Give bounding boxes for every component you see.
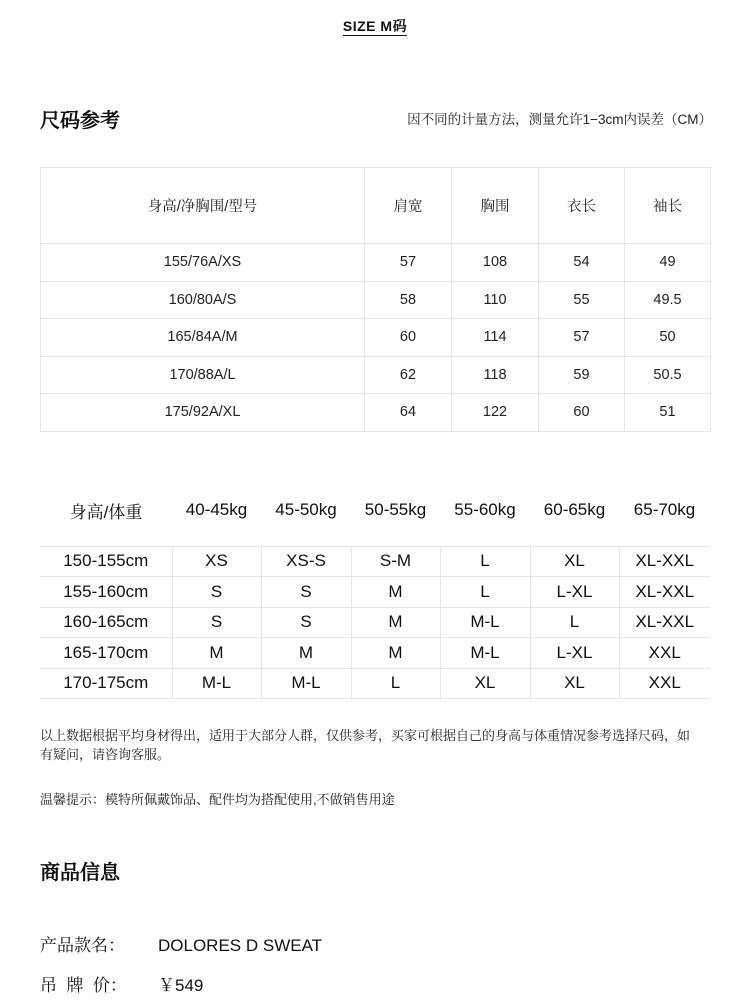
table-row [40, 546, 710, 577]
header-cell: 50-55kg [364, 500, 427, 519]
table-cell: L-XL [530, 638, 619, 669]
table-cell: 55 [539, 281, 625, 319]
header-cell: 身高/体重 [69, 502, 143, 522]
table-cell: 62 [365, 356, 452, 394]
table-cell: XL-XXL [619, 577, 710, 608]
table-cell: M [172, 638, 261, 669]
table-cell: 175/92A/XL [41, 394, 365, 432]
price-label: 吊 牌 价： [40, 976, 127, 995]
table-cell: 170/88A/L [41, 356, 365, 394]
table-cell: L [530, 607, 619, 638]
table-row [41, 281, 711, 319]
table-cell: 60 [539, 394, 625, 432]
header-cell: 45-50kg [275, 500, 337, 519]
table-cell: 49 [625, 244, 711, 282]
table-row [41, 319, 711, 357]
table-cell: 150-155cm [40, 546, 172, 577]
table-cell: XXL [619, 668, 710, 699]
table-row [40, 577, 710, 608]
header-cell: 袖长 [625, 168, 711, 244]
table-cell: XL [530, 668, 619, 699]
size-label-text: SIZE M码 [342, 18, 408, 34]
table-cell: XL [440, 668, 530, 699]
header-cell: 55-60kg [454, 500, 516, 519]
table-cell: 60 [365, 319, 452, 357]
product-info-title: 商品信息 [40, 862, 120, 884]
table-cell: 170-175cm [40, 668, 172, 699]
table-cell: 51 [625, 394, 711, 432]
table-cell: S [261, 607, 351, 638]
product-style-row [40, 931, 322, 956]
height-weight-table [40, 488, 710, 699]
table-cell: 114 [452, 319, 539, 357]
table-cell: 108 [452, 244, 539, 282]
style-value: DOLORES D SWEAT [158, 936, 323, 955]
table-cell: M [351, 577, 440, 608]
table-cell: S-M [351, 546, 440, 577]
header-cell: 40-45kg [185, 500, 248, 519]
table-cell: S [172, 577, 261, 608]
price-value: ￥549 [158, 976, 204, 995]
table-cell: XXL [619, 638, 710, 669]
table-cell: 160-165cm [40, 607, 172, 638]
table-cell: L [440, 577, 530, 608]
table-cell: 64 [365, 394, 452, 432]
table-row [41, 356, 711, 394]
table-cell: XS [172, 546, 261, 577]
table-cell: 110 [452, 281, 539, 319]
size-reference-title: 尺码参考 [40, 110, 120, 132]
table-cell: 54 [539, 244, 625, 282]
data-disclaimer: 以上数据根据平均身材得出，适用于大部分人群，仅供参考，买家可根据自己的身高与体重情况参考选择尺码，如有疑问，请咨询客服。 [40, 728, 691, 762]
table-cell: XL-XXL [619, 607, 710, 638]
table-cell: 50 [625, 319, 711, 357]
table-cell: 122 [452, 394, 539, 432]
table-cell: S [261, 577, 351, 608]
table-cell: M [351, 607, 440, 638]
spacer-row [40, 532, 710, 546]
table-cell: 155-160cm [40, 577, 172, 608]
table-header-row [41, 168, 711, 244]
table-cell: M-L [440, 607, 530, 638]
table-cell: 160/80A/S [41, 281, 365, 319]
table-cell: 165-170cm [40, 638, 172, 669]
table-cell: M [261, 638, 351, 669]
table-cell: 57 [365, 244, 452, 282]
table-cell: 58 [365, 281, 452, 319]
table-cell: XL [530, 546, 619, 577]
table-row [40, 638, 710, 669]
table-row [41, 394, 711, 432]
table-cell: 57 [539, 319, 625, 357]
table-cell: 59 [539, 356, 625, 394]
table-cell: 118 [452, 356, 539, 394]
header-cell: 肩宽 [365, 168, 452, 244]
table-cell: L [351, 668, 440, 699]
header-cell: 60-65kg [543, 500, 606, 519]
table-cell: XS-S [261, 546, 351, 577]
table-cell: M-L [440, 638, 530, 669]
size-label [0, 16, 750, 36]
table-row [40, 607, 710, 638]
table-cell: XL-XXL [619, 546, 710, 577]
size-reference-table [40, 167, 711, 432]
header-cell: 65-70kg [633, 500, 696, 519]
table-cell: M [351, 638, 440, 669]
header-cell: 身高/净胸围/型号 [41, 168, 365, 244]
table-cell: L-XL [530, 577, 619, 608]
table-cell: L [440, 546, 530, 577]
table-row [41, 244, 711, 282]
table-row [40, 668, 710, 699]
style-label: 产品款名： [40, 936, 125, 955]
header-cell: 胸围 [452, 168, 539, 244]
table-cell: 50.5 [625, 356, 711, 394]
table-cell: M-L [261, 668, 351, 699]
accessory-tip: 温馨提示：模特所佩戴饰品、配件均为搭配使用,不做销售用途 [40, 792, 395, 807]
product-price-row [40, 971, 203, 996]
table-cell: S [172, 607, 261, 638]
header-cell: 衣长 [539, 168, 625, 244]
table-header-row [40, 488, 710, 532]
table-cell: M-L [172, 668, 261, 699]
table-cell: 49.5 [625, 281, 711, 319]
table-cell: 155/76A/XS [41, 244, 365, 282]
table-cell: 165/84A/M [41, 319, 365, 357]
measurement-note: 因不同的计量方法，测量允许1−3cm内误差（CM） [407, 112, 712, 127]
